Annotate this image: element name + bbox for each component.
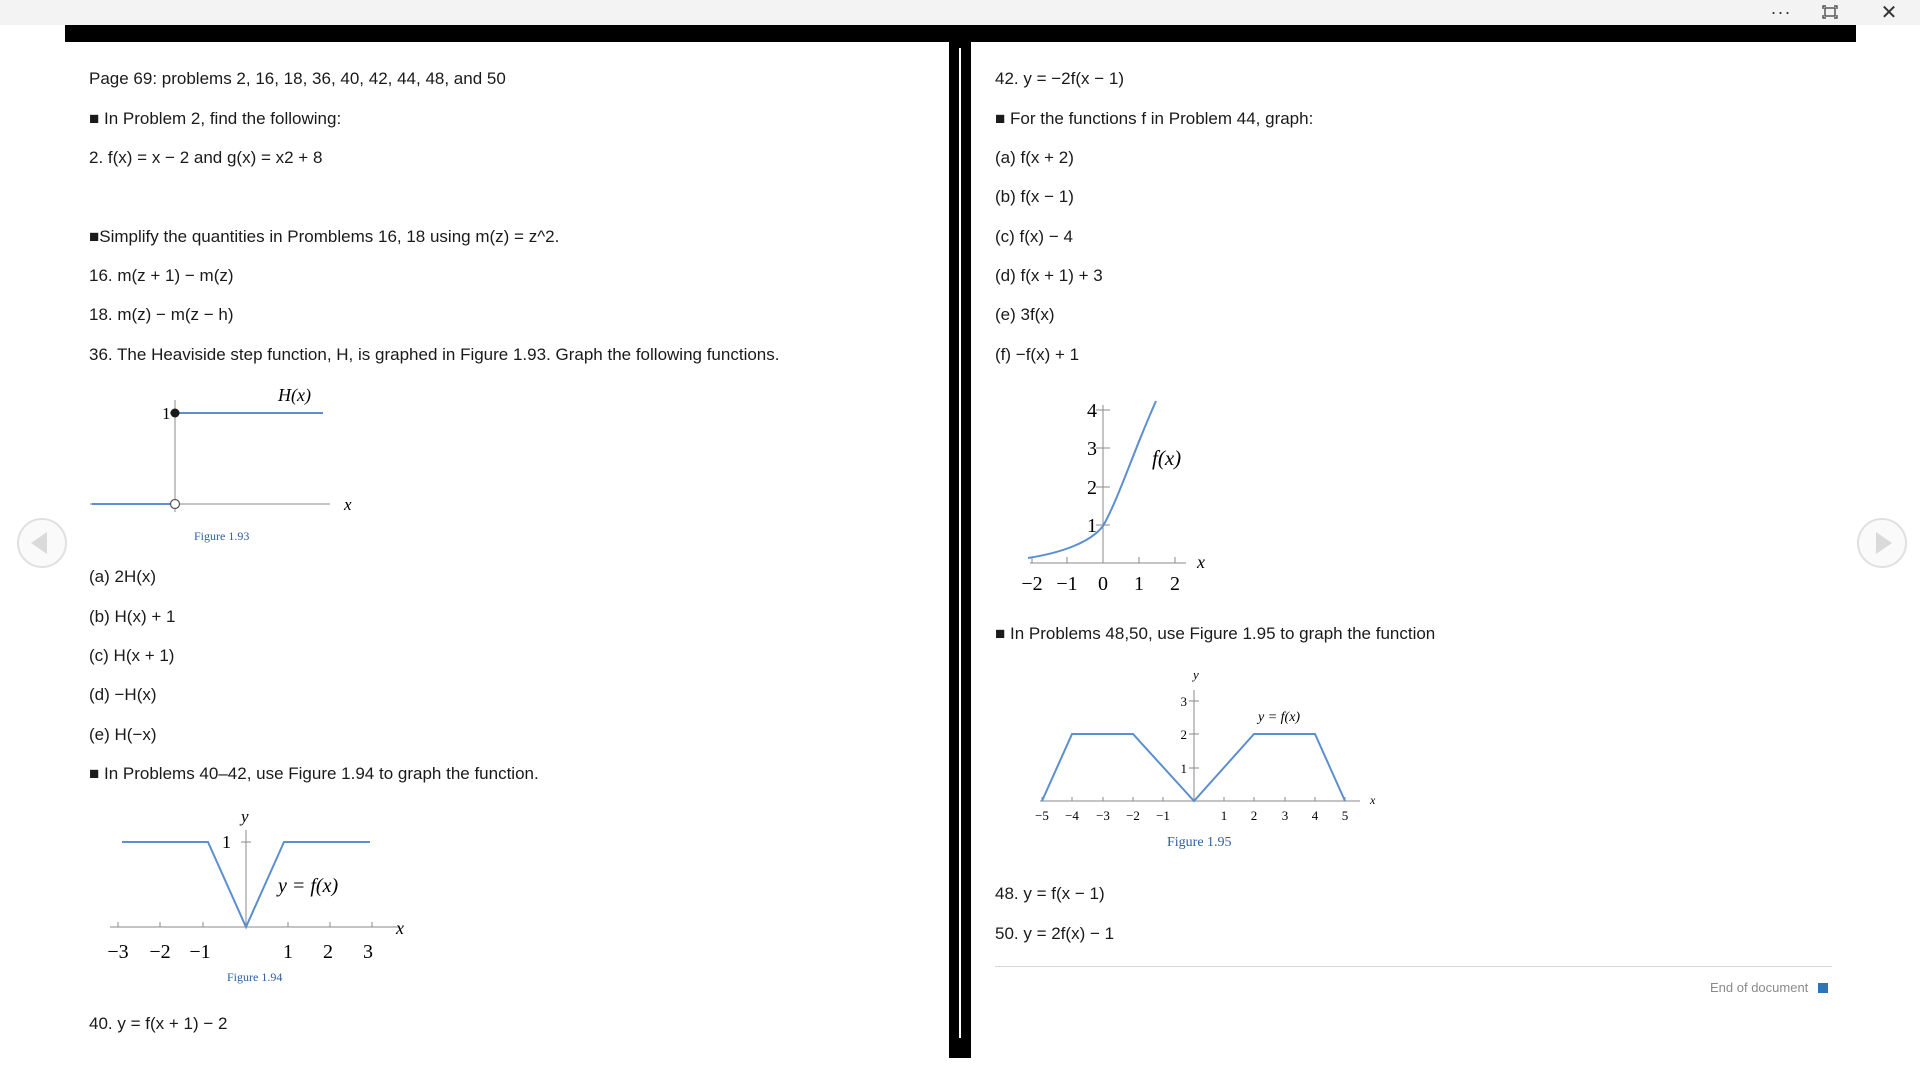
problem-44-b: (b) f(x − 1) — [995, 187, 1074, 206]
problem-36-a: (a) 2H(x) — [89, 567, 157, 586]
page-heading: Page 69: problems 2, 16, 18, 36, 40, 42, 44, 48, and 50 — [89, 69, 506, 88]
fig194-x-tick-label: 2 — [323, 941, 333, 963]
fig195-x-tick-label: −1 — [1156, 808, 1170, 823]
fig194-y-tick-label: 1 — [222, 832, 231, 852]
fig195-x-tick-label: 3 — [1281, 808, 1289, 823]
next-page-button[interactable] — [1857, 518, 1907, 568]
fig44-x-tick-labels — [1021, 573, 1180, 595]
previous-page-button[interactable] — [17, 518, 67, 568]
problem-36: 36. The Heaviside step function, H, is graphed in Figure 1.93. Graph the following functions. — [89, 345, 780, 364]
fig195-caption: Figure 1.95 — [1167, 835, 1232, 850]
fig193-x-label: x — [344, 495, 352, 514]
end-marker-icon — [1818, 983, 1828, 993]
problems-48-50-intro: ■ In Problems 48,50, use Figure 1.95 to graph the function — [995, 624, 1436, 643]
fig44-x-label: x — [1197, 552, 1205, 572]
end-of-document — [1710, 980, 1828, 995]
fig44-x-tick-label: −2 — [1021, 573, 1043, 595]
more-icon: ··· — [1770, 1, 1792, 22]
fig195-x-tick-label: −4 — [1065, 808, 1079, 823]
problem-44-d: (d) f(x + 1) + 3 — [995, 266, 1103, 285]
fig195-x-tick-label: 2 — [1250, 808, 1258, 823]
fig194-caption: Figure 1.94 — [227, 970, 283, 984]
page-divider-line — [959, 48, 961, 1038]
fig44-y-tick-label: 4 — [1087, 400, 1097, 422]
fig194-function-label: y = f(x) — [278, 875, 339, 897]
page-top-border — [65, 25, 1856, 42]
problem-50: 50. y = 2f(x) − 1 — [995, 924, 1115, 943]
end-of-document-label: End of document — [1710, 980, 1809, 995]
problem-36-c: (c) H(x + 1) — [89, 646, 175, 665]
fig194-x-tick-label: −3 — [107, 941, 129, 963]
fig44-y-tick-label: 2 — [1087, 477, 1097, 499]
close-button[interactable] — [1869, 1, 1909, 23]
fig194-x-label: x — [396, 918, 404, 938]
fig44-y-tick-label: 1 — [1087, 515, 1097, 537]
figure-1-95 — [1020, 662, 1390, 862]
problem-42: 42. y = −2f(x − 1) — [995, 69, 1124, 88]
problem-40: 40. y = f(x + 1) − 2 — [89, 1014, 228, 1033]
problem-16: 16. m(z + 1) − m(z) — [89, 266, 234, 285]
fig44-y-tick-labels — [1087, 400, 1097, 537]
fig195-x-label: x — [1370, 793, 1376, 807]
figure-1-93 — [90, 385, 370, 548]
fig195-y-label: y — [1193, 667, 1199, 682]
fig194-x-tick-label: 1 — [283, 941, 293, 963]
problem-2-intro: ■ In Problem 2, find the following: — [89, 109, 342, 128]
problem-44-f: (f) −f(x) + 1 — [995, 345, 1080, 364]
fig193-y-tick-label: 1 — [162, 404, 171, 423]
fig44-x-tick-label: 0 — [1098, 573, 1108, 595]
close-icon: ✕ — [1880, 1, 1898, 24]
fig195-x-tick-label: 5 — [1341, 808, 1349, 823]
figure-problem-44 — [1010, 395, 1220, 605]
fig44-y-tick-label: 3 — [1087, 438, 1097, 460]
more-options-button[interactable] — [1763, 1, 1799, 23]
fit-to-window-button[interactable] — [1812, 1, 1848, 23]
problem-44-intro: ■ For the functions f in Problem 44, graph: — [995, 109, 1314, 128]
fig44-x-tick-label: 1 — [1134, 573, 1144, 595]
fig44-x-tick-label: −1 — [1056, 573, 1078, 595]
fig194-x-tick-label: −2 — [149, 941, 171, 963]
problem-36-d: (d) −H(x) — [89, 685, 157, 704]
problem-44-a: (a) f(x + 2) — [995, 148, 1074, 167]
problem-48: 48. y = f(x − 1) — [995, 884, 1105, 903]
fig195-x-tick-label: −5 — [1035, 808, 1049, 823]
fit-to-window-icon — [1822, 5, 1838, 19]
fig193-function-label: H(x) — [278, 385, 311, 405]
fig195-x-tick-label: −3 — [1096, 808, 1110, 823]
fig195-function-label: y = f(x) — [1258, 710, 1301, 725]
problem-18: 18. m(z) − m(z − h) — [89, 305, 234, 324]
fig194-x-tick-label: 3 — [363, 941, 373, 963]
fig195-y-tick-labels — [1181, 694, 1188, 776]
fig44-function-label: f(x) — [1152, 446, 1182, 470]
fig195-y-tick-label: 3 — [1180, 694, 1187, 709]
fig194-x-tick-labels — [107, 941, 373, 963]
fig195-x-tick-label: 1 — [1220, 808, 1228, 823]
fig195-y-tick-label: 2 — [1180, 727, 1187, 742]
figure-1-94 — [100, 800, 430, 990]
fig194-x-tick-label: −1 — [189, 941, 211, 963]
problem-44-e: (e) 3f(x) — [995, 305, 1055, 324]
problems-16-18-intro: ■Simplify the quantities in Promblems 16, 18 using m(z) = z^2. — [89, 227, 560, 246]
problem-36-e: (e) H(−x) — [89, 725, 157, 744]
fig195-x-tick-label: 4 — [1311, 808, 1319, 823]
fig193-open-point — [171, 500, 180, 509]
fig195-x-tick-labels — [1035, 808, 1348, 823]
end-separator — [995, 966, 1832, 967]
problem-2: 2. f(x) = x − 2 and g(x) = x2 + 8 — [89, 148, 323, 167]
problem-44-c: (c) f(x) − 4 — [995, 227, 1073, 246]
fig195-y-tick-label: 1 — [1180, 761, 1187, 776]
viewer-toolbar — [0, 0, 1920, 25]
problem-36-b: (b) H(x) + 1 — [89, 607, 176, 626]
fig44-x-tick-label: 2 — [1170, 573, 1180, 595]
fig195-x-tick-label: −2 — [1126, 808, 1140, 823]
problems-40-42-intro: ■ In Problems 40–42, use Figure 1.94 to graph the function. — [89, 764, 539, 783]
fig193-closed-point — [171, 409, 180, 418]
fig193-caption: Figure 1.93 — [194, 529, 250, 543]
fig194-y-label: y — [241, 807, 249, 826]
